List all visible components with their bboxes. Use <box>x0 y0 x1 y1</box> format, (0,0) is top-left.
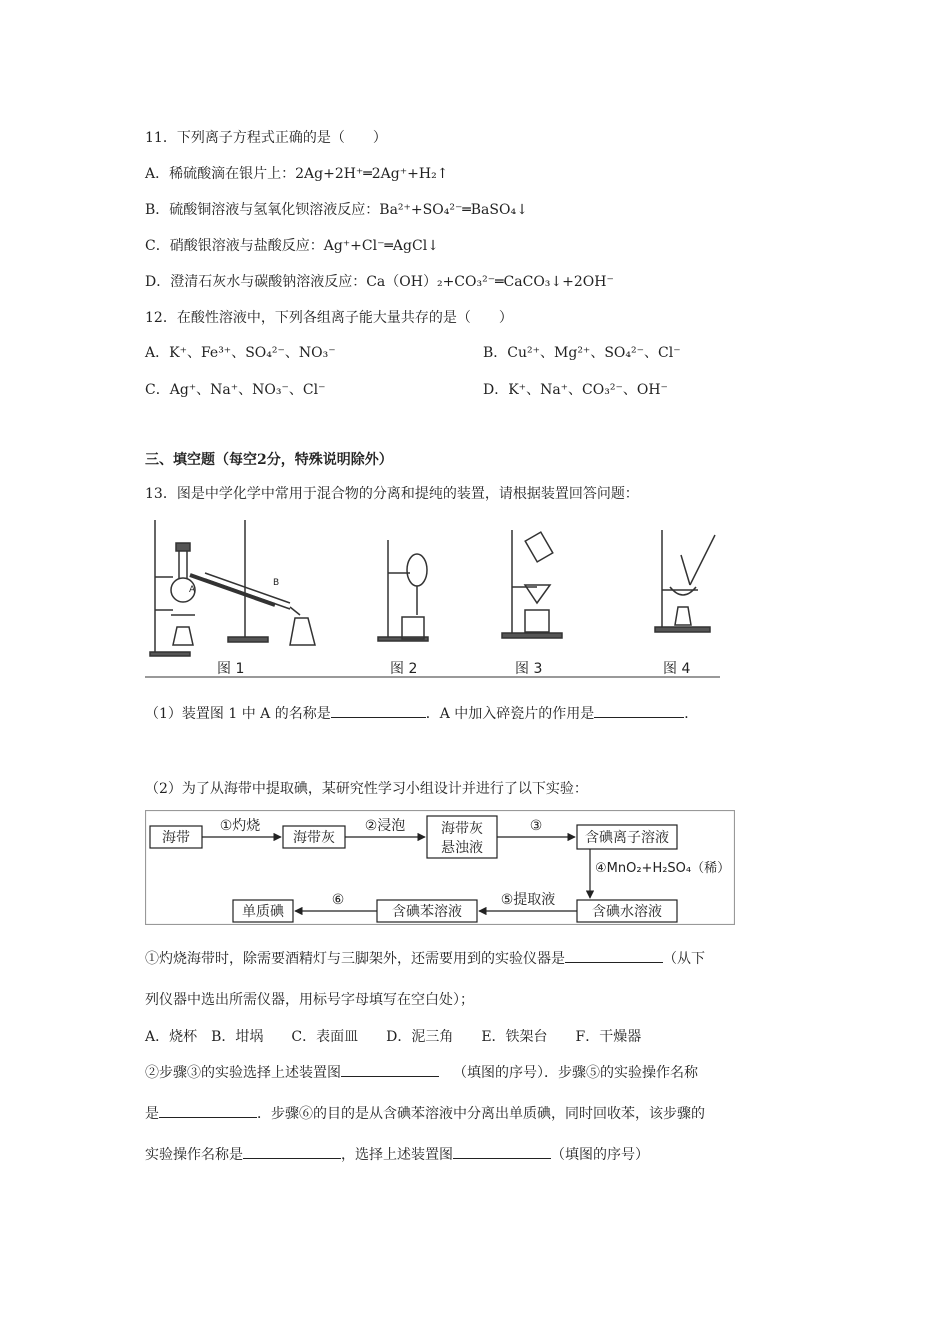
fig4-dish <box>670 587 696 595</box>
fig1-condenser <box>190 575 275 605</box>
flow-arrow-3-label: ③ <box>529 818 543 834</box>
q13-part2: （2）为了从海带中提取碘，某研究性学习小组设计并进行了以下实验： <box>145 781 588 797</box>
answer-blank[interactable] <box>331 703 426 718</box>
answer-blank[interactable] <box>243 1144 341 1159</box>
fig1-stand-base <box>150 652 190 656</box>
flow-arrow-4-label: ④MnO₂+H₂SO₄（稀） <box>595 861 731 876</box>
fig1-mark-a: A <box>189 585 196 595</box>
flow-arrow-1-label: ①灼烧 <box>219 818 261 834</box>
section-title: 三、填空题（每空2分，特殊说明除外） <box>145 452 393 468</box>
fig2-funnel <box>407 554 427 586</box>
q12-option-a: A．K⁺、Fe³⁺、SO₄²⁻、NO₃⁻ <box>145 345 336 361</box>
flow-box-6-text: 含碘苯溶液 <box>392 904 462 920</box>
flow-arrow-6-label: ⑥ <box>331 892 345 908</box>
q13-part1: （1）装置图 1 中 A 的名称是 ．A 中加入碎瓷片的作用是 ． <box>145 703 698 724</box>
q13-options: A．烧杯 B．坩埚 C．表面皿 D．泥三角 E．铁架台 F．干燥器 <box>145 1029 642 1045</box>
q13-step1-line2: 列仪器中选出所需仪器，用标号字母填写在空白处）； <box>145 992 474 1008</box>
q11-option-a: A．稀硫酸滴在银片上：2Ag+2H⁺═2Ag⁺+H₂↑ <box>145 166 449 182</box>
q13-step2-line1: ②步骤③的实验选择上述装置图 （填图的序号）．步骤⑤的实验操作名称 <box>145 1062 698 1083</box>
fig1-conical-flask <box>290 618 315 645</box>
fig-label-2: 图 2 <box>390 661 418 677</box>
flow-box-4-text: 含碘离子溶液 <box>585 830 669 846</box>
fig-label-3: 图 3 <box>515 661 543 677</box>
q12-stem: 12．在酸性溶液中，下列各组离子能大量共存的是（ ） <box>145 310 513 326</box>
q13-step1-line1: ①灼烧海带时，除需要酒精灯与三脚架外，还需要用到的实验仪器是 （从下 <box>145 948 705 969</box>
apparatus-figure <box>145 515 720 680</box>
answer-blank[interactable] <box>594 703 684 718</box>
q11-option-b: B．硫酸铜溶液与氢氧化钡溶液反应：Ba²⁺+SO₄²⁻═BaSO₄↓ <box>145 202 528 218</box>
flow-box-1-text: 海带 <box>162 830 190 846</box>
flow-box-3-text-2: 悬浊液 <box>441 840 483 856</box>
q11-option-d: D．澄清石灰水与碳酸钠溶液反应：Ca（OH）₂+CO₃²⁻═CaCO₃↓+2OH⁻ <box>145 274 614 290</box>
flow-box-2-text: 海带灰 <box>293 830 335 846</box>
fig1-mark-b: B <box>273 578 280 588</box>
q12-option-b: B．Cu²⁺、Mg²⁺、SO₄²⁻、Cl⁻ <box>483 345 681 361</box>
fig-label-1: 图 1 <box>217 661 245 677</box>
q13-stem: 13．图是中学化学中常用于混合物的分离和提纯的装置，请根据装置回答问题： <box>145 486 639 502</box>
q13-step2-line2: 是 ．步骤⑥的目的是从含碘苯溶液中分离出单质碘，同时回收苯，该步骤的 <box>145 1103 705 1124</box>
flow-box-3-text-1: 海带灰 <box>441 821 483 837</box>
fig-label-4: 图 4 <box>663 661 691 677</box>
q11-stem: 11．下列离子方程式正确的是（ ） <box>145 130 387 146</box>
q13-step2-line3: 实验操作名称是 ，选择上述装置图 （填图的序号） <box>145 1144 649 1165</box>
flow-arrow-2-label: ②浸泡 <box>364 818 406 834</box>
answer-blank[interactable] <box>341 1062 439 1077</box>
flow-box-7-text: 单质碘 <box>242 904 284 920</box>
answer-blank[interactable] <box>565 948 663 963</box>
q12-option-c: C．Ag⁺、Na⁺、NO₃⁻、Cl⁻ <box>145 382 326 398</box>
flow-arrow-5-label: ⑤提取液 <box>500 892 556 908</box>
iodine-flow-chart <box>145 810 735 925</box>
answer-blank[interactable] <box>453 1144 551 1159</box>
flow-box-5-text: 含碘水溶液 <box>592 904 662 920</box>
answer-blank[interactable] <box>159 1103 257 1118</box>
q12-option-d: D．K⁺、Na⁺、CO₃²⁻、OH⁻ <box>483 382 668 398</box>
q11-option-c: C．硝酸银溶液与盐酸反应：Ag⁺+Cl⁻═AgCl↓ <box>145 238 439 254</box>
